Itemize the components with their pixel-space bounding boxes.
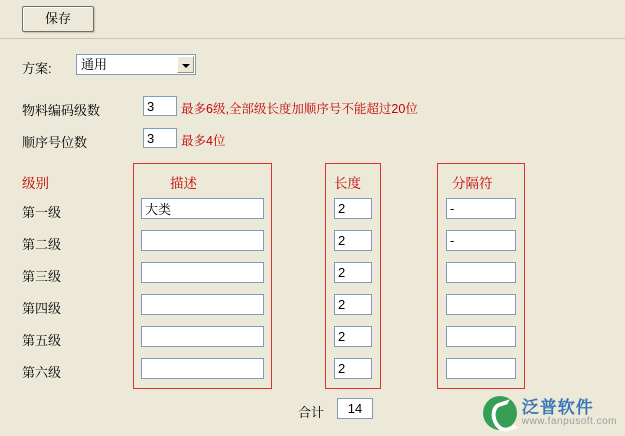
seq-digits-input[interactable]	[143, 128, 177, 148]
scheme-select[interactable]	[76, 54, 196, 75]
description-input-3[interactable]	[141, 262, 264, 283]
watermark-text	[522, 399, 617, 427]
level-count-note: 最多6级,全部级长度加顺序号不能超过20位	[181, 102, 418, 116]
length-input-2[interactable]	[334, 230, 372, 251]
watermark-title: 泛普软件	[521, 397, 594, 417]
separator-input-2[interactable]	[446, 230, 516, 251]
column-header-separator: 分隔符	[452, 176, 493, 191]
length-input-6[interactable]	[334, 358, 372, 379]
description-input-2[interactable]	[141, 230, 264, 251]
watermark-subtitle: www.fanpusoft.com	[521, 415, 617, 427]
separator-input-4[interactable]	[446, 294, 516, 315]
column-header-description: 描述	[170, 176, 197, 191]
row-label-6: 第六级	[22, 365, 62, 380]
toolbar-divider	[0, 38, 625, 39]
level-count-input[interactable]	[143, 96, 177, 116]
description-input-1[interactable]	[141, 198, 264, 219]
row-label-5: 第五级	[22, 333, 62, 348]
length-input-4[interactable]	[334, 294, 372, 315]
watermark-logo	[483, 396, 617, 430]
separator-input-1[interactable]	[446, 198, 516, 219]
separator-input-6[interactable]	[446, 358, 516, 379]
chevron-down-icon[interactable]	[177, 56, 194, 73]
row-label-2: 第二级	[22, 237, 62, 252]
separator-input-3[interactable]	[446, 262, 516, 283]
scheme-selected-value: 通用	[81, 57, 108, 72]
description-input-5[interactable]	[141, 326, 264, 347]
length-input-1[interactable]	[334, 198, 372, 219]
save-button[interactable]: 保存	[22, 6, 94, 32]
row-label-3: 第三级	[22, 269, 62, 284]
seq-digits-label: 顺序号位数	[22, 135, 88, 150]
total-label: 合计	[298, 405, 325, 420]
separator-input-5[interactable]	[446, 326, 516, 347]
row-label-1: 第一级	[22, 205, 62, 220]
column-header-level: 级别	[22, 176, 49, 191]
scheme-label: 方案:	[22, 61, 52, 76]
company-logo-icon	[483, 396, 517, 430]
length-input-3[interactable]	[334, 262, 372, 283]
description-input-6[interactable]	[141, 358, 264, 379]
description-input-4[interactable]	[141, 294, 264, 315]
column-header-length: 长度	[334, 176, 361, 191]
level-count-label: 物料编码级数	[22, 103, 101, 118]
seq-digits-note: 最多4位	[181, 134, 226, 148]
row-label-4: 第四级	[22, 301, 62, 316]
length-input-5[interactable]	[334, 326, 372, 347]
total-value	[337, 398, 373, 419]
